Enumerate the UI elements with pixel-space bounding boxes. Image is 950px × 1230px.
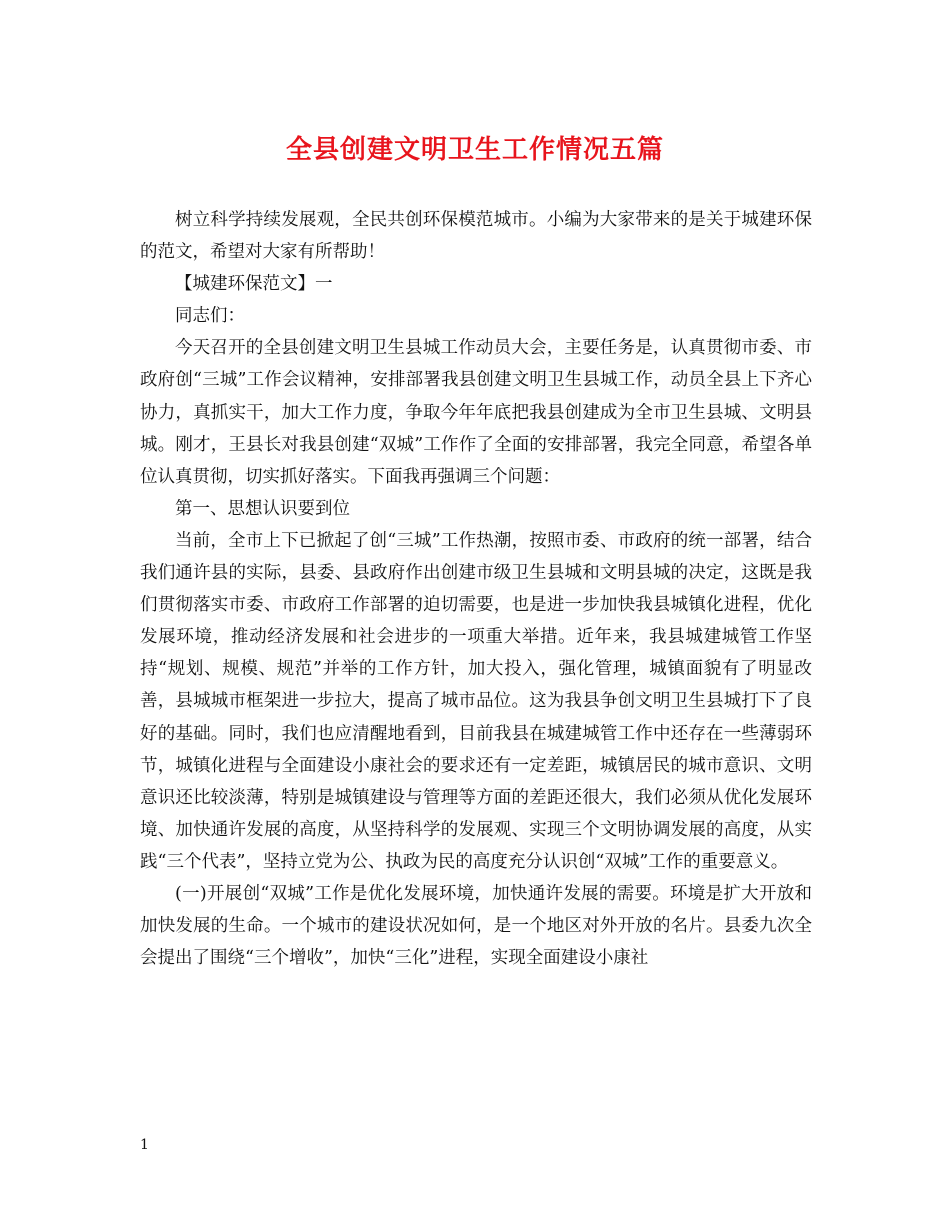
section-heading: 【城建环保范文】一 bbox=[175, 274, 333, 295]
salutation: 同志们： bbox=[175, 306, 245, 327]
intro-paragraph: 树立科学持续发展观，全民共创环保模范城市。小编为大家带来的是关于城建环保的范文，希望对大家有所帮助！ bbox=[140, 210, 812, 263]
document-body bbox=[140, 204, 812, 974]
document-title: 全县创建文明卫生工作情况五篇 bbox=[285, 135, 664, 165]
body-paragraph: 今天召开的全县创建文明卫生县城工作动员大会，主要任务是，认真贯彻市委、市政府创“三城”工作会议精神，安排部署我县创建文明卫生县城工作，动员全县上下齐心协力，真抓实干，加大工作力度，争取今年年底把我县创建成为全市卫生县城、文明县城。刚才，王县长对我县创建“双城”工作作了全面的安排部署，我完全同意，希望各单位认真贯彻，切实抓好落实。下面我再强调三个问题： bbox=[140, 338, 812, 487]
page-number: 1 bbox=[140, 1137, 149, 1153]
subsection-heading: 第一、思想认识要到位 bbox=[175, 498, 350, 519]
body-paragraph: (一)开展创“双城”工作是优化发展环境，加快通许发展的需要。环境是扩大开放和加快发展的生命。一个城市的建设状况如何，是一个地区对外开放的名片。县委九次全会提出了围绕“三个增收”，加快“三化”进程，实现全面建设小康社 bbox=[140, 883, 812, 969]
body-paragraph: 当前，全市上下已掀起了创“三城”工作热潮，按照市委、市政府的统一部署，结合我们通许县的实际，县委、县政府作出创建市级卫生县城和文明县城的决定，这既是我们贯彻落实市委、市政府工作部署的迫切需要，也是进一步加快我县城镇化进程，优化发展环境，推动经济发展和社会进步的一项重大举措。近年来，我县城建城管工作坚持“规划、规模、规范”并举的工作方针，加大投入，强化管理，城镇面貌有了明显改善，县城城市框架进一步拉大，提高了城市品位。这为我县争创文明卫生县城打下了良好的基础。同时，我们也应清醒地看到，目前我县在城建城管工作中还存在一些薄弱环节，城镇化进程与全面建设小康社会的要求还有一定差距，城镇居民的城市意识、文明意识还比较淡薄，特别是城镇建设与管理等方面的差距还很大，我们必须从优化发展环境、加快通许发展的高度，从坚持科学的发展观、实现三个文明协调发展的高度，从实践“三个代表”，坚持立党为公、执政为民的高度充分认识创“双城”工作的重要意义。 bbox=[140, 530, 812, 872]
